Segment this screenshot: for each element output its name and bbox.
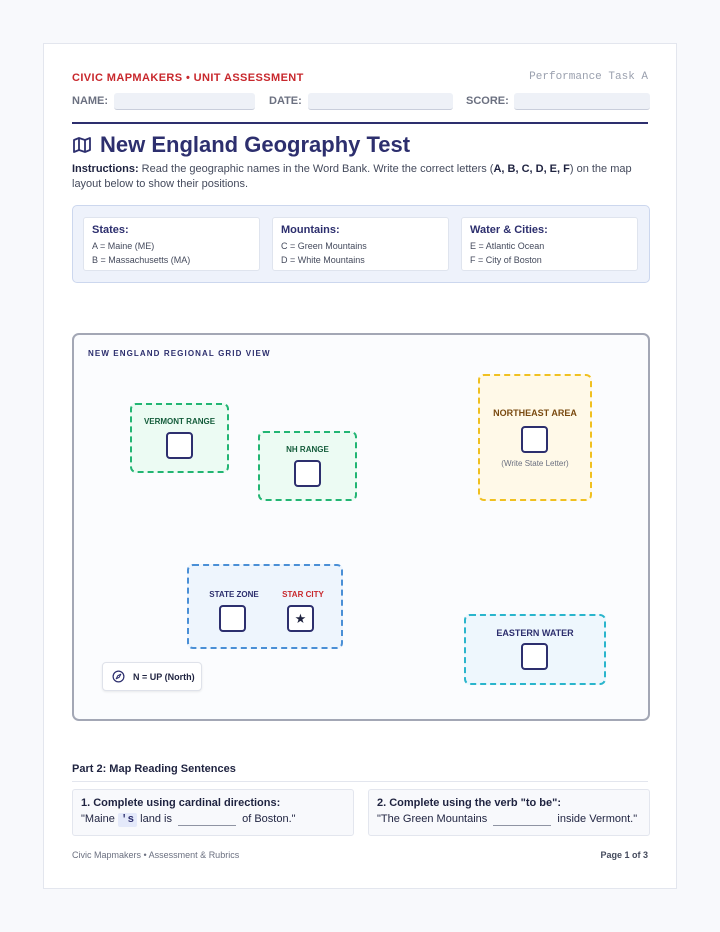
answer-box-state-zone[interactable] [219, 605, 246, 632]
brand-header: CIVIC MAPMAKERS • UNIT ASSESSMENT [72, 72, 304, 84]
highlight-token: 's [118, 813, 137, 827]
answer-blank[interactable] [493, 813, 551, 826]
star-icon: ★ [294, 610, 307, 626]
answer-box-star-city[interactable] [287, 605, 314, 632]
page-title: New England Geography Test [100, 132, 411, 157]
zone-vermont-range [130, 403, 229, 473]
date-field[interactable] [308, 93, 453, 110]
zone-eastern-water [464, 614, 606, 685]
answer-box-eastern-water[interactable] [521, 643, 548, 670]
state-zone-label: STATE ZONE [209, 590, 259, 599]
sentence-text: inside Vermont." [554, 813, 638, 825]
north-label: N = UP (North) [133, 671, 195, 682]
name-field[interactable] [114, 93, 255, 110]
header-divider [72, 122, 648, 124]
word-bank-water-cities [461, 217, 638, 271]
answer-box-northeast[interactable] [521, 426, 548, 453]
score-field[interactable] [514, 93, 650, 110]
answer-blank[interactable] [178, 813, 236, 826]
zone-nh-range [258, 431, 357, 501]
instructions-text-2: ) on the map layout below to show their positions. [72, 163, 632, 190]
word-bank-states [83, 217, 260, 271]
zone-label: NORTHEAST AREA [493, 408, 577, 418]
sentence-text: "Maine [81, 813, 118, 825]
word-bank-item: D = White Mountains [281, 255, 365, 265]
date-label: DATE: [269, 95, 302, 107]
word-bank-item: C = Green Mountains [281, 241, 367, 251]
score-label: SCORE: [466, 95, 509, 107]
zone-state-star [187, 564, 343, 649]
worksheet-page [43, 43, 677, 889]
word-bank-item: B = Massachusetts (MA) [92, 255, 191, 265]
word-bank-heading: Mountains: [281, 224, 340, 236]
word-bank-item: A = Maine (ME) [92, 241, 155, 251]
compass-icon [112, 670, 125, 683]
map-icon [72, 135, 92, 155]
footer-left: Civic Mapmakers • Assessment & Rubrics [72, 850, 240, 860]
word-bank-mountains [272, 217, 449, 271]
sentence-text: of Boston." [239, 813, 296, 825]
zone-label: VERMONT RANGE [143, 417, 216, 426]
word-bank-heading: Water & Cities: [470, 224, 548, 236]
zone-label: EASTERN WATER [496, 628, 574, 638]
sentence-text: "The Green Mountains [377, 813, 491, 825]
question-heading: 2. Complete using the verb "to be": [377, 797, 562, 809]
zone-label: NH RANGE [286, 445, 329, 454]
title-row [72, 132, 410, 158]
answer-box-vermont[interactable] [166, 432, 193, 459]
task-label: Performance Task A [529, 71, 648, 83]
part2-title: Part 2: Map Reading Sentences [72, 763, 236, 775]
map-grid [72, 333, 650, 721]
map-title: NEW ENGLAND REGIONAL GRID VIEW [88, 349, 271, 358]
sentence-text: land is [137, 813, 176, 825]
question-1 [72, 789, 354, 836]
question-heading: 1. Complete using cardinal directions: [81, 797, 281, 809]
question-2 [368, 789, 650, 836]
instructions-text-1: Read the geographic names in the Word Bank. Write the correct letters ( [138, 163, 494, 175]
question-sentence [81, 813, 345, 826]
page-number: Page 1 of 3 [600, 850, 648, 860]
part2-divider [72, 781, 648, 782]
word-bank-item: F = City of Boston [470, 255, 542, 265]
north-indicator [102, 662, 202, 691]
northeast-hint: (Write State Letter) [501, 459, 569, 468]
instructions [72, 162, 652, 191]
word-bank-item: E = Atlantic Ocean [470, 241, 545, 251]
instructions-letters: A, B, C, D, E, F [493, 163, 570, 175]
question-sentence [377, 813, 641, 826]
word-bank [72, 205, 650, 283]
name-label: NAME: [72, 95, 109, 107]
word-bank-heading: States: [92, 224, 129, 236]
instructions-lead: Instructions: [72, 163, 139, 175]
star-city-label: STAR CITY [282, 590, 324, 599]
zone-northeast-area [478, 374, 592, 501]
answer-box-nh[interactable] [294, 460, 321, 487]
